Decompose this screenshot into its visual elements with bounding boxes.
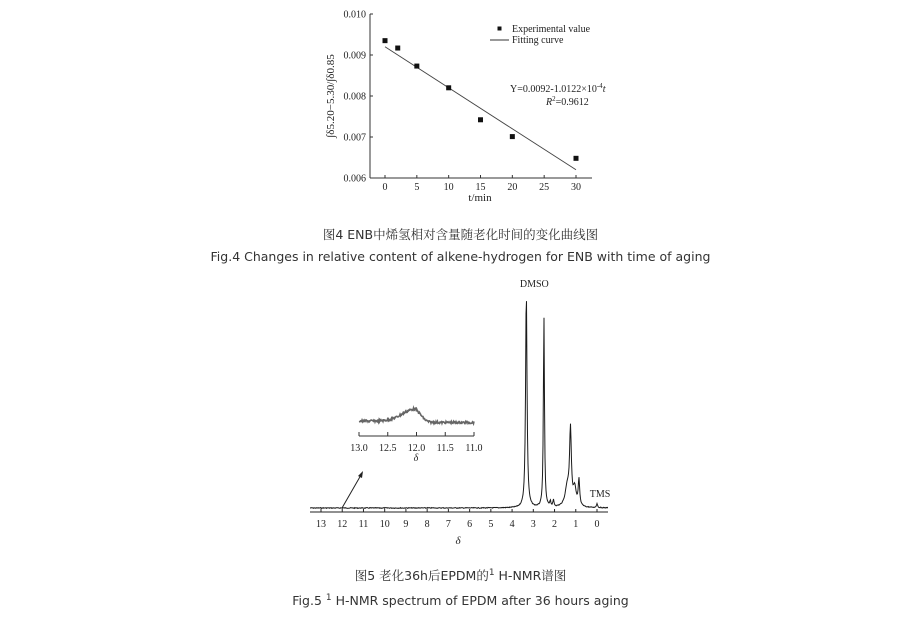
inset-x-tick-label: 11.0 (465, 443, 483, 454)
arrow-head-icon (358, 471, 363, 478)
figure-5-nmr-spectrum (0, 270, 921, 550)
spectrum-line (310, 301, 608, 508)
y-tick-label: 0.007 (343, 132, 366, 144)
r2-exponent: 2 (552, 95, 556, 103)
spectrum-x-tick-label: 9 (403, 519, 409, 530)
data-point (446, 85, 451, 90)
inset (350, 408, 482, 464)
spectrum-x-tick-label: 1 (573, 519, 579, 530)
spectrum-x-tick-label: 11 (358, 519, 369, 530)
spectrum-x-tick-label: 7 (445, 519, 451, 530)
spectrum-x-axis-label: δ (455, 535, 461, 547)
fitting-curve-group (385, 47, 576, 170)
figure-5-caption-en (0, 593, 921, 608)
equation-text: Y=0.0092-1.0122×10 (510, 84, 597, 95)
spectrum-x-tick-label: 3 (530, 519, 536, 530)
data-point (414, 64, 419, 69)
legend-marker-square (498, 27, 502, 31)
y-ticks (344, 10, 374, 185)
data-point (574, 156, 579, 161)
data-point (478, 117, 483, 122)
y-axis-label: ∫δ5.20−5.30/∫δ0.85 (325, 54, 337, 138)
peak-labels (520, 279, 610, 500)
legend-entry-experimental: Experimental value (512, 24, 591, 35)
data-point (510, 134, 515, 139)
spectrum-x-tick-label: 10 (379, 519, 390, 530)
caption-en-text: Fig.5 (292, 593, 326, 609)
caption-cn-text: 图5 老化36h后EPDM的 (354, 568, 489, 583)
y-tick-label: 0.010 (343, 9, 366, 21)
equation-variable: t (602, 84, 606, 95)
spectrum-x-tick-label: 13 (316, 519, 326, 530)
x-tick-label: 20 (507, 182, 518, 193)
y-tick-label: 0.006 (343, 173, 366, 185)
inset-x-tick-label: 13.0 (350, 443, 368, 454)
r2-label: R (546, 97, 553, 108)
arrow (342, 471, 363, 508)
arrow-line (342, 475, 361, 508)
spectrum-x-tick-label: 12 (337, 519, 348, 530)
equation-exponent: -4 (596, 82, 603, 90)
x-tick-label: 0 (382, 182, 388, 193)
inset-spectrum-line (359, 408, 474, 424)
x-tick-label: 5 (414, 182, 420, 193)
spectrum-x-tick-label: 6 (467, 519, 473, 530)
caption-en-superscript: 1 (325, 593, 332, 603)
spectrum-axis (310, 509, 608, 530)
inset-x-tick-label: 12.0 (407, 443, 426, 454)
x-tick-label: 10 (443, 182, 454, 193)
figure-4-caption-en: Fig.4 Changes in relative content of alkene-hydrogen for ENB with time of aging (210, 249, 711, 264)
x-tick-label: 25 (539, 182, 550, 193)
x-axis-label: t/min (468, 192, 492, 204)
caption-cn-superscript: 1 (488, 567, 495, 578)
spectrum-x-tick-label: 4 (509, 519, 515, 530)
legend-entry-fitting: Fitting curve (512, 35, 564, 46)
fit-equation (510, 82, 606, 108)
x-tick-label: 30 (571, 182, 581, 193)
inset-x-tick-label: 12.5 (379, 443, 397, 454)
x-tick-label: 15 (475, 182, 486, 193)
inset-x-tick-label: 11.5 (436, 443, 454, 454)
data-point (383, 38, 388, 43)
caption-cn-suffix: H-NMR谱图 (494, 568, 567, 583)
figure-4-caption-cn: 图4 ENB中烯氢相对含量随老化时间的变化曲线图 (322, 227, 599, 242)
spectrum-x-tick-label: 0 (594, 519, 600, 530)
fitting-curve (385, 47, 576, 170)
peak-label-tms: TMS (589, 489, 611, 500)
caption-en-suffix: H-NMR spectrum of EPDM after 36 hours aging (331, 593, 629, 609)
figure-5-caption-cn (0, 566, 921, 584)
svg-text:Y=0.0092-1.0122×10-4t (510, 82, 606, 95)
peak-label-dmso: DMSO (519, 279, 549, 290)
spectrum-x-tick-label: 2 (552, 519, 558, 530)
figure-4-chart (0, 0, 921, 215)
spectrum-x-tick-label: 5 (488, 519, 494, 530)
inset-axis (350, 432, 482, 454)
spectrum-x-tick-label: 8 (424, 519, 430, 530)
svg-text:R2=0.9612 (545, 95, 589, 108)
legend (490, 24, 591, 46)
y-tick-label: 0.009 (343, 50, 366, 62)
data-point (395, 46, 400, 51)
y-tick-label: 0.008 (343, 91, 366, 103)
r2-value: =0.9612 (555, 97, 589, 108)
inset-x-axis-label: δ (413, 453, 419, 464)
